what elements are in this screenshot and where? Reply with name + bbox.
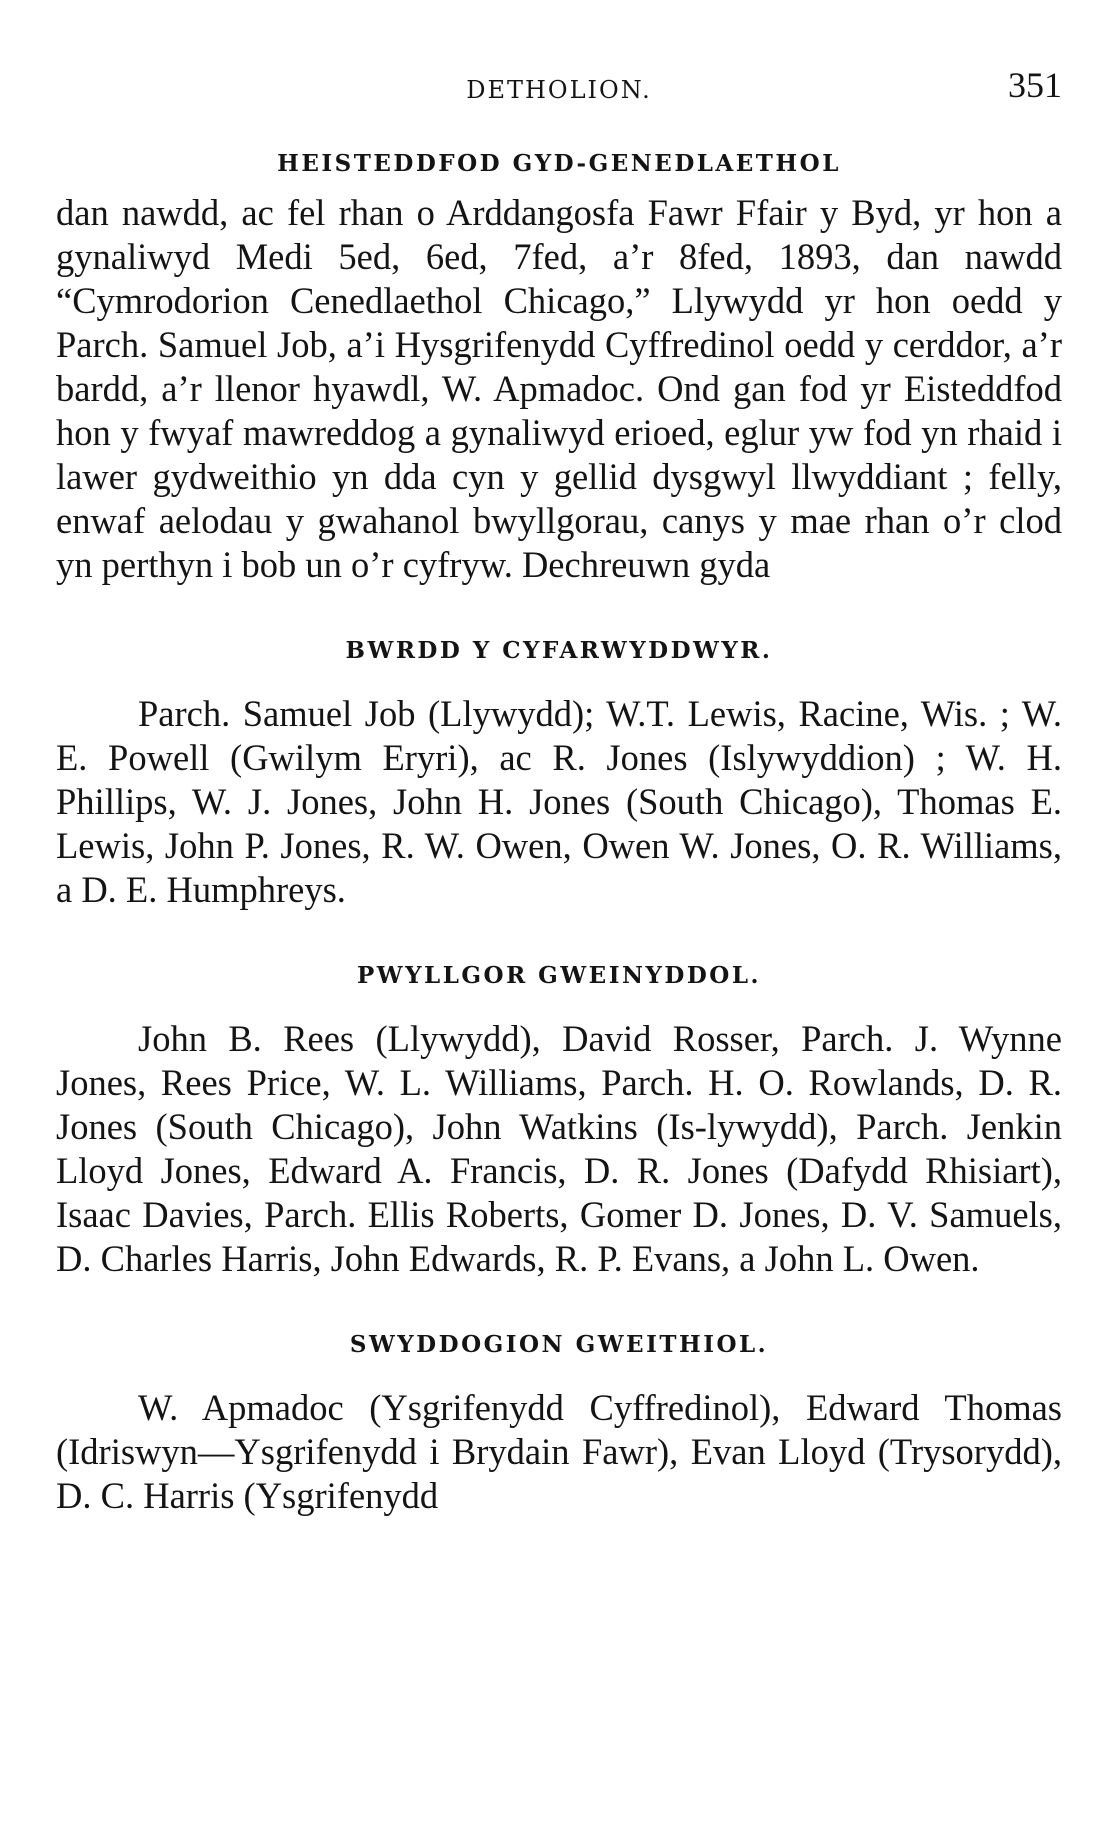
page-number: 351 [1008, 65, 1062, 105]
section-heading-eisteddfod: HEISTEDDFOD GYD-GENEDLAETHOL [277, 150, 841, 177]
section-heading-swyddogion: SWYDDOGION GWEITHIOL. [349, 1331, 769, 1358]
paragraph-eisteddfod: dan nawdd, ac fel rhan o Arddangosfa Fawr Ffair y Byd, yr hon a gynaliwyd Medi 5ed, 6ed, 7fed, a’r 8fed, 1893, dan nawdd “Cymrodorion Cenedlaethol Chicago,” Llywydd yr hon oedd y Parch. Samuel Job, a’i Hysgrifenydd Cyffredinol oedd y cerddor, a’r bardd, a’r llenor hyawdl, W. Apmadoc. Ond gan fod yr Eisteddfod hon y fwyaf mawreddog a gynaliwyd erioed, eglur yw fod yn rhaid i lawer gydweithio yn dda cyn y gellid dysgwyl llwyddiant ; felly, enwaf aelodau y gwahanol bwyllgorau, canys y mae rhan o’r clod yn perthyn i bob un o’r cyfryw. Dechreuwn gyda [56, 192, 1062, 585]
paragraph-bwrdd: Parch. Samuel Job (Llywydd); W.T. Lewis, Racine, Wis. ; W. E. Powell (Gwilym Eryri), ac R. Jones (Islywyddion) ; W. H. Phillips, W. J. Jones, John H. Jones (South Chicago), Thomas E. Lewis, John P. Jones, R. W. Owen, Owen W. Jones, O. R. Williams, a D. E. Humphreys. [56, 693, 1062, 910]
paragraph-pwyllgor: John B. Rees (Llywydd), David Rosser, Parch. J. Wynne Jones, Rees Price, W. L. Williams, Parch. H. O. Rowlands, D. R. Jones (South Chicago), John Watkins (Is-lywydd), Parch. Jenkin Lloyd Jones, Edward A. Francis, D. R. Jones (Dafydd Rhisiart), Isaac Davies, Parch. Ellis Roberts, Gomer D. Jones, D. V. Samuels, D. Charles Harris, John Edwards, R. P. Evans, a John L. Owen. [56, 1018, 1062, 1279]
running-header [56, 60, 1062, 120]
book-page [56, 60, 1062, 1518]
section-heading-pwyllgor: PWYLLGOR GWEINYDDOL. [357, 962, 761, 989]
paragraph-swyddogion: W. Apmadoc (Ysgrifenydd Cyffredinol), Edward Thomas (Idriswyn—Ysgrifenydd i Brydain Fawr), Evan Lloyd (Trysorydd), D. C. Harris (Ysgrifenydd [56, 1387, 1062, 1516]
section-heading-bwrdd: BWRDD Y CYFARWYDDWYR. [345, 637, 773, 664]
running-title: DETHOLION. [466, 76, 652, 104]
